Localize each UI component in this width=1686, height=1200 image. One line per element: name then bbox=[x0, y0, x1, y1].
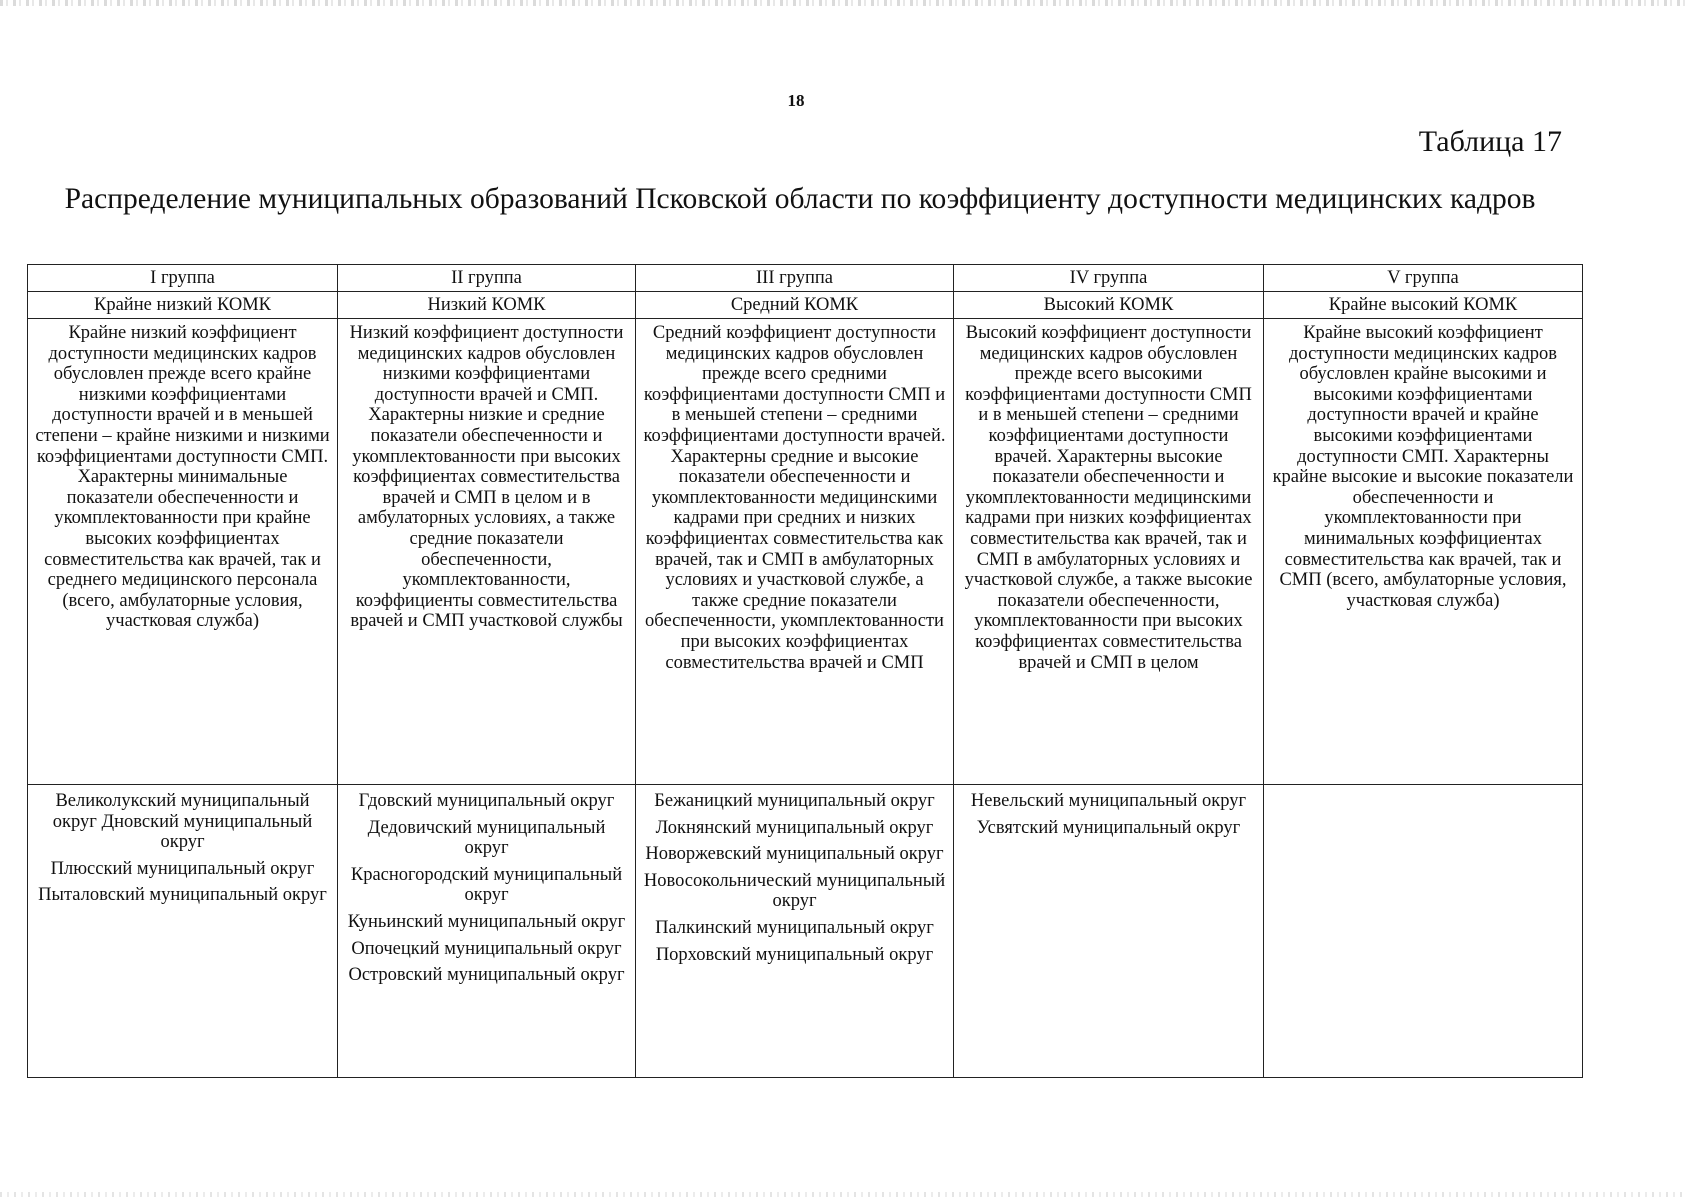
level-row bbox=[28, 292, 1583, 319]
district-item: Островский муниципальный округ bbox=[348, 965, 625, 986]
group-header-row bbox=[28, 265, 1583, 292]
description-cell: Крайне низкий коэффициент доступности медицинских кадров обусловлен прежде всего крайне низкими коэффициентами доступности врачей и в меньшей степени – крайне низкими и низкими коэффициентами доступности СМП. Характерны минимальные показатели обеспеченности и укомплектованности при крайне высоких коэффициентах совместительства как врачей, так и среднего медицинского персонала (всего, амбулаторные условия, участковая служба) bbox=[28, 319, 338, 785]
districts-cell bbox=[28, 785, 338, 1078]
district-item: Пыталовский муниципальный округ bbox=[38, 885, 327, 906]
district-item: Бежаницкий муниципальный округ bbox=[654, 791, 935, 811]
description-row bbox=[28, 319, 1583, 785]
group-header-cell: I группа bbox=[28, 265, 338, 292]
districts-cell bbox=[954, 785, 1264, 1078]
district-item: Невельский муниципальный округ bbox=[970, 791, 1247, 811]
group-header-cell: IV группа bbox=[954, 265, 1264, 292]
level-cell: Средний КОМК bbox=[636, 292, 954, 319]
district-item: Усвятский муниципальный округ bbox=[976, 817, 1241, 838]
description-cell: Средний коэффициент доступности медицинских кадров обусловлен прежде всего средними коэффициентами доступности СМП и в меньшей степени – средними коэффициентами доступности врачей. Характерны средние и высокие показатели обеспеченности и укомплектованности медицинскими кадрами при средних и низких коэффициентах совместительства как врачей, так и СМП в амбулаторных условиях и участковой службе, а также средние показатели обеспеченности, укомплектованности при высоких коэффициентах совместительства врачей и СМП bbox=[636, 319, 954, 785]
scan-edge-bottom bbox=[0, 1192, 1686, 1197]
group-header-cell: III группа bbox=[636, 265, 954, 292]
district-item: Куньинский муниципальный округ bbox=[347, 911, 626, 932]
page-number: 18 bbox=[787, 91, 805, 110]
group-header-cell: V группа bbox=[1264, 265, 1583, 292]
district-item: Порховский муниципальный округ bbox=[655, 944, 934, 965]
groups-table bbox=[27, 264, 1583, 1078]
district-item: Новосокольнический муниципальный округ bbox=[643, 870, 946, 912]
level-cell: Крайне высокий КОМК bbox=[1264, 292, 1583, 319]
district-item: Палкинский муниципальный округ bbox=[655, 917, 934, 938]
level-cell: Низкий КОМК bbox=[338, 292, 636, 319]
table-caption: Таблица 17 bbox=[1418, 125, 1562, 158]
group-header-cell: II группа bbox=[338, 265, 636, 292]
district-item: Плюсский муниципальный округ bbox=[50, 858, 315, 879]
district-item: Локнянский муниципальный округ bbox=[655, 817, 934, 838]
description-cell: Крайне высокий коэффициент доступности медицинских кадров обусловлен крайне высокими и высокими коэффициентами доступности врачей и крайне высокими коэффициентами доступности СМП. Характерны крайне высокие и высокие показатели обеспеченности и укомплектованности при минимальных коэффициентах совместительства как врачей, так и СМП (всего, амбулаторные условия, участковая служба) bbox=[1264, 319, 1583, 785]
district-item: Дедовичский муниципальный округ bbox=[367, 817, 606, 859]
level-cell: Высокий КОМК bbox=[954, 292, 1264, 319]
description-cell: Высокий коэффициент доступности медицинских кадров обусловлен прежде всего высокими коэффициентами доступности СМП и в меньшей степени – средними коэффициентами доступности врачей. Характерны высокие показатели обеспеченности и укомплектованности медицинскими кадрами при низких коэффициентах совместительства как врачей, так и СМП в амбулаторных условиях и участковой службе, а также высокие показатели обеспеченности, укомплектованности при высоких коэффициентах совместительства врачей и СМП в целом bbox=[954, 319, 1264, 785]
districts-cell bbox=[338, 785, 636, 1078]
district-item: Опочецкий муниципальный округ bbox=[351, 938, 622, 959]
district-item: Гдовский муниципальный округ bbox=[358, 791, 615, 811]
description-cell: Низкий коэффициент доступности медицинских кадров обусловлен низкими коэффициентами доступности врачей и СМП. Характерны низкие и средние показатели обеспеченности и укомплектованности при высоких коэффициентах совместительства врачей и СМП в целом и в амбулаторных условиях, а также средние показатели обеспеченности, укомплектованности, коэффициенты совместительства врачей и СМП участковой службы bbox=[338, 319, 636, 785]
districts-row bbox=[28, 785, 1583, 1078]
districts-cell bbox=[1264, 785, 1583, 1078]
district-item: Новоржевский муниципальный округ bbox=[645, 844, 944, 865]
document-title: Распределение муниципальных образований Псковской области по коэффициенту доступности медицинских кадров bbox=[64, 183, 1536, 215]
scan-edge-top bbox=[0, 0, 1686, 6]
district-item: Красногородский муниципальный округ bbox=[350, 864, 623, 906]
level-cell: Крайне низкий КОМК bbox=[28, 292, 338, 319]
district-item: Великолукский муниципальный округ Дновский муниципальный округ bbox=[52, 791, 313, 853]
districts-cell bbox=[636, 785, 954, 1078]
